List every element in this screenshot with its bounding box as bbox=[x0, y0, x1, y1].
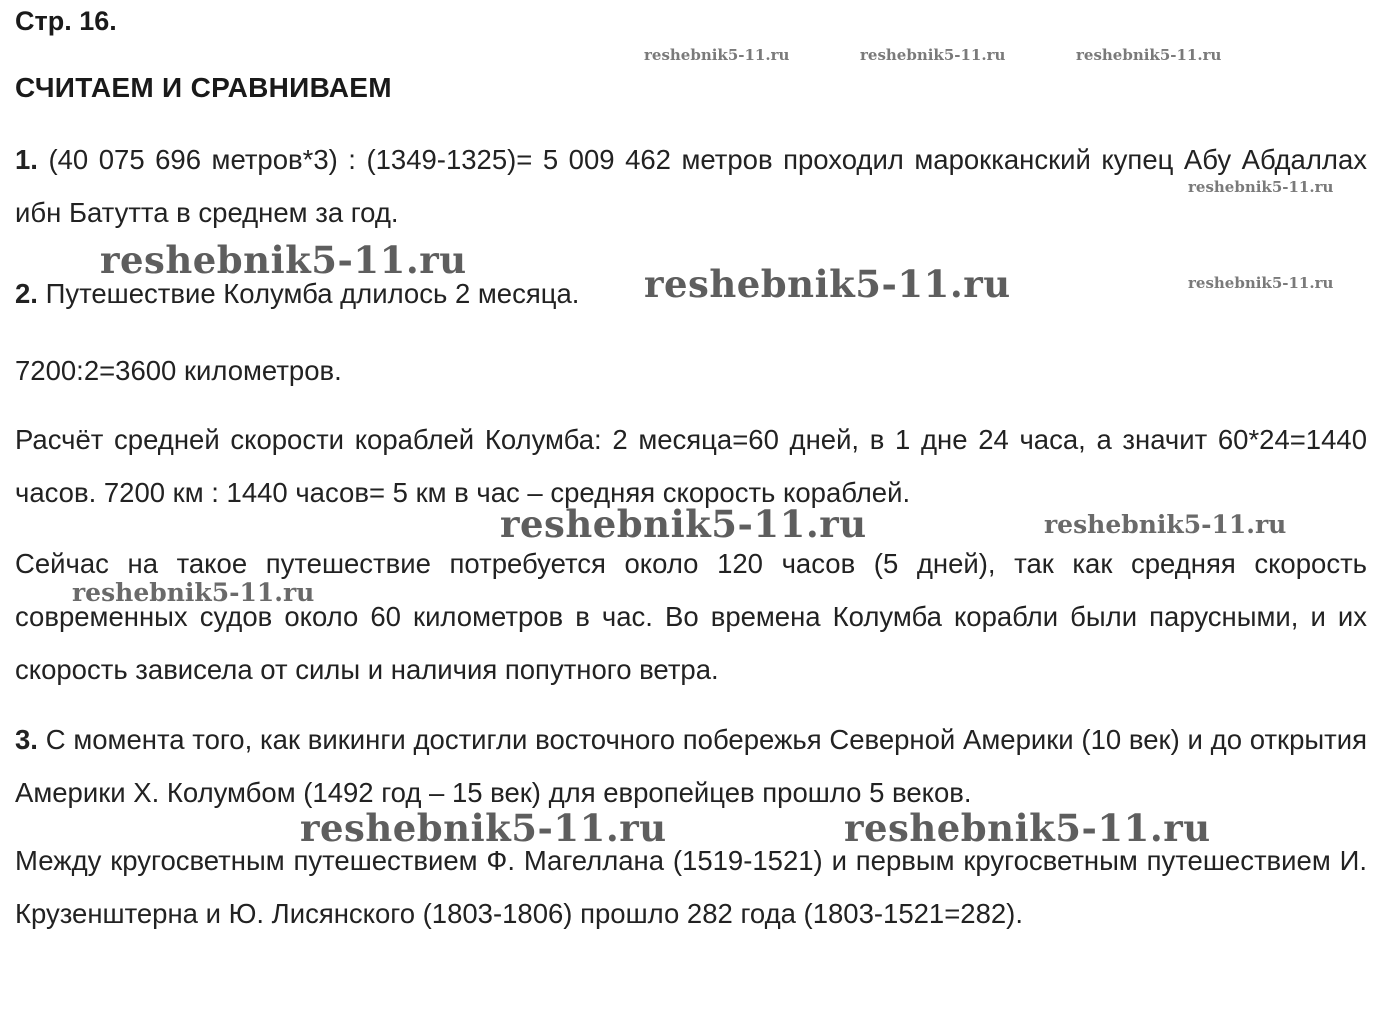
watermark: reshebnik5-11.ru bbox=[860, 46, 1006, 64]
paragraph-task-3 bbox=[15, 713, 1367, 819]
section-title: СЧИТАЕМ И СРАВНИВАЕМ bbox=[15, 72, 392, 103]
watermark: reshebnik5-11.ru bbox=[1188, 274, 1334, 292]
paragraph-modern-travel: Сейчас на такое путешествие потребуется около 120 часов (5 дней), так как средняя скорость современных судов около 60 километров в час. Во времена Колумба корабли были парусными, и их скорость зависела от силы и наличия попутного ветра. bbox=[15, 548, 1367, 685]
watermark: reshebnik5-11.ru bbox=[644, 46, 790, 64]
paragraph-distance-calc: 7200:2=3600 километров. bbox=[15, 355, 342, 386]
watermark: reshebnik5-11.ru bbox=[1188, 178, 1334, 196]
paragraph-text: Путешествие Колумба длилось 2 месяца. bbox=[37, 278, 580, 309]
watermark: reshebnik5-11.ru bbox=[844, 806, 1211, 850]
watermark: reshebnik5-11.ru bbox=[100, 238, 467, 282]
page-number: Стр. 16. bbox=[15, 6, 117, 36]
paragraph-text: С момента того, как викинги достигли восточного побережья Северной Америки (10 век) и до открытия Америки Х. Колумбом (1492 год – 15 век) для европейцев прошло 5 веков. bbox=[15, 724, 1367, 808]
paragraph-circumnavigation: Между кругосветным путешествием Ф. Магеллана (1519-1521) и первым кругосветным путешествием И. Крузенштерна и Ю. Лисянского (1803-1806) прошло 282 года (1803-1521=282). bbox=[15, 845, 1367, 929]
task-number: 2. bbox=[15, 278, 38, 309]
task-number: 1. bbox=[15, 144, 38, 175]
task-number: 3. bbox=[15, 724, 38, 755]
watermark: reshebnik5-11.ru bbox=[72, 578, 315, 607]
watermark: reshebnik5-11.ru bbox=[300, 806, 667, 850]
paragraph-task-1 bbox=[15, 133, 1367, 239]
paragraph-text: (40 075 696 метров*3) : (1349-1325)= 5 009 462 метров проходил марокканский купец Абу Абдаллах ибн Батутта в среднем за год. bbox=[15, 144, 1367, 228]
paragraph-speed-calc: Расчёт средней скорости кораблей Колумба: 2 месяца=60 дней, в 1 дне 24 часа, а значит 60*24=1440 часов. 7200 км : 1440 часов= 5 км в час – средняя скорость кораблей. bbox=[15, 424, 1367, 508]
watermark: reshebnik5-11.ru bbox=[1044, 510, 1287, 539]
watermark: reshebnik5-11.ru bbox=[500, 502, 867, 546]
watermark: reshebnik5-11.ru bbox=[1076, 46, 1222, 64]
watermark: reshebnik5-11.ru bbox=[644, 262, 1011, 306]
